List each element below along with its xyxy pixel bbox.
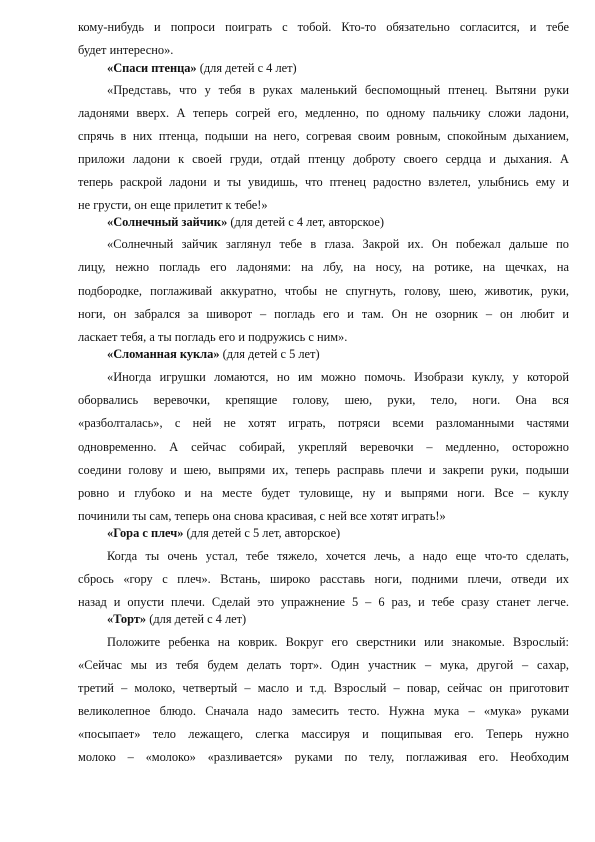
text-line: будет интересно».: [78, 43, 174, 57]
section-heading: [107, 347, 569, 362]
text-line: теперь раскрой ладони и ты увидишь, что птенец радостно взлетел, улыбнись ему и: [78, 175, 569, 189]
section-heading: [107, 215, 569, 230]
text-line: «разболталась», с ней не хотят играть, потряси всеми разломанными частями: [78, 416, 569, 430]
section-age-note: (для детей с 4 лет): [146, 612, 247, 626]
section-heading: [107, 61, 569, 76]
text-line: соедини голову и шею, выпрями их, теперь расправь плечи и закрепи руки, подыши: [78, 463, 569, 477]
text-line: ладонями вверх. А теперь согрей его, медленно, по одному пальчику сложи ладони,: [78, 106, 569, 120]
text-line: оборвались веревочки, крепящие голову, шею, руки, тело, ноги. Она вся: [78, 393, 569, 407]
section-title: «Спаси птенца»: [107, 61, 197, 75]
section-age-note: (для детей с 5 лет): [219, 347, 320, 361]
text-line: Когда ты очень устал, тебе тяжело, хочется лечь, а надо еще что-то сделать,: [107, 549, 569, 563]
text-line: «посыпает» тело лежащего, слегка массируя и пощипывая его. Теперь нужно: [78, 727, 569, 741]
section-age-note: (для детей с 4 лет, авторское): [227, 215, 385, 229]
text-line: не грусти, он еще прилетит к тебе!»: [78, 198, 268, 212]
text-line: молоко – «молоко» «разливается» руками по телу, поглаживая его. Необходим: [78, 750, 569, 764]
text-line: «Солнечный зайчик заглянул тебе в глаза. Закрой их. Он побежал дальше по: [107, 237, 569, 251]
text-line: сбрось «гору с плеч». Встань, широко расставь ноги, подними плечи, отведи их: [78, 572, 569, 586]
section-heading: [107, 612, 569, 627]
text-line: подбородке, поглаживай аккуратно, чтобы не спугнуть, голову, шею, животик, руки,: [78, 284, 569, 298]
text-line: починили ты сам, теперь она снова красивая, с ней все хотят играть!»: [78, 509, 446, 523]
section-title: «Торт»: [107, 612, 147, 626]
text-line: великолепное блюдо. Сначала надо замесить тесто. Нужна мука – «мука» руками: [78, 704, 569, 718]
text-line: ласкает тебя, а ты погладь его и подружись с ним».: [78, 330, 348, 344]
text-line: одновременно. А сейчас собирай, укрепляй веревочки – медленно, осторожно: [78, 440, 569, 454]
text-line: ноги, он забрался за шиворот – погладь его и там. Он не озорник – он любит и: [78, 307, 569, 321]
text-line: спрячь в них птенца, подыши на него, согревая своим ровным, спокойным дыханием,: [78, 129, 569, 143]
section-title: «Сломанная кукла»: [107, 347, 220, 361]
text-line: «Сейчас мы из тебя будем делать торт». Один участник – мука, другой – сахар,: [78, 658, 569, 672]
section-title: «Гора с плеч»: [107, 526, 184, 540]
text-line: «Представь, что у тебя в руках маленький беспомощный птенец. Вытяни руки: [107, 83, 569, 97]
section-age-note: (для детей с 4 лет): [196, 61, 297, 75]
text-line: ровно и глубоко и на месте будет туловище, ну и выпрями ноги. Все – куклу: [78, 486, 569, 500]
section-heading: [107, 526, 569, 541]
text-line: третий – молоко, четвертый – масло и т.д. Взрослый – повар, сейчас он приготовит: [78, 681, 569, 695]
text-line: назад и опусти плечи. Сделай это упражнение 5 – 6 раз, и тебе сразу станет легче.: [78, 595, 569, 609]
section-age-note: (для детей с 5 лет, авторское): [183, 526, 341, 540]
text-line: лицу, нежно погладь его ладонями: на лбу, на носу, на ротике, на щечках, на: [78, 260, 569, 274]
text-line: «Иногда игрушки ломаются, но им можно помочь. Изобрази куклу, у которой: [107, 370, 569, 384]
text-line: Положите ребенка на коврик. Вокруг его сверстники или знакомые. Взрослый:: [107, 635, 569, 649]
text-line: кому-нибудь и попроси поиграть с тобой. Кто-то обязательно согласится, и тебе: [78, 20, 569, 34]
section-title: «Солнечный зайчик»: [107, 215, 228, 229]
text-line: приложи ладони к своей груди, отдай птенцу доброту своего сердца и дыхания. А: [78, 152, 569, 166]
